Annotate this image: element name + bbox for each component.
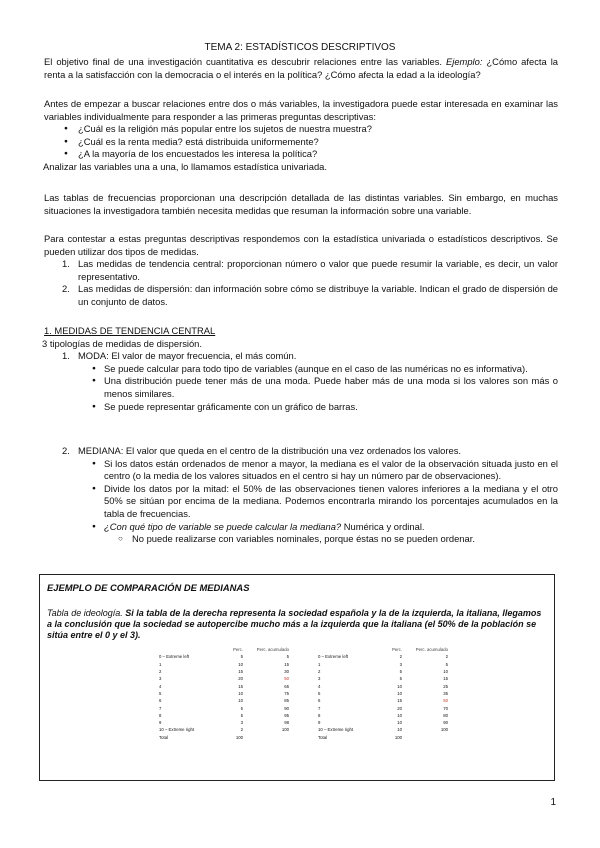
- table-cell: 4: [318, 683, 321, 689]
- table-cell: 5: [240, 705, 243, 711]
- table-cell: 15: [238, 683, 243, 689]
- list-item: ● Una distribución puede tener más de una moda. Puede haber más de una moda si los valores son más o menos similares.: [44, 375, 558, 400]
- descriptive-questions-block: [44, 98, 558, 174]
- table-cell: 70: [443, 705, 448, 711]
- table-row: [316, 675, 450, 682]
- table-cell: 2: [240, 727, 243, 733]
- table-row: [316, 734, 450, 741]
- table-cell: 10: [238, 698, 243, 704]
- table-row: [316, 712, 450, 719]
- table-row: [157, 668, 291, 675]
- table-cell: 2: [399, 654, 402, 660]
- table-cell: Total: [159, 734, 169, 740]
- table-cell: 98: [284, 720, 289, 726]
- example-title: EJEMPLO DE COMPARACIÓN DE MEDIANAS: [47, 582, 250, 593]
- table-row: [157, 653, 291, 660]
- table-cell: 2: [159, 669, 162, 675]
- moda-item: 1. MODA: El valor de mayor frecuencia, el más común.: [62, 350, 297, 362]
- table-row: [316, 682, 450, 689]
- table-cell: 5: [240, 654, 243, 660]
- table-cell: 10: [397, 720, 402, 726]
- table-cell: 15: [397, 698, 402, 704]
- list-item: ● ¿Cuál es la renta media? está distribuida uniformemente?: [44, 136, 558, 149]
- table-row: [157, 712, 291, 719]
- table-row: [157, 682, 291, 689]
- mediana-block: [44, 445, 558, 546]
- table-cell: 3: [399, 661, 402, 667]
- page-title: TEMA 2: ESTADÍSTICOS DESCRIPTIVOS: [204, 42, 396, 53]
- table-cell: 85: [284, 698, 289, 704]
- table-cell: 3: [159, 676, 162, 682]
- univariate-sentence: Analizar las variables una a una, lo llamamos estadística univariada.: [43, 160, 328, 172]
- table-header-row: Perc. Perc. acumulado: [232, 647, 289, 653]
- table-cell: 10: [238, 690, 243, 696]
- table-cell: 7: [318, 705, 321, 711]
- table-cell: 10: [397, 690, 402, 696]
- table-header-row: Perc. Perc. acumulado: [391, 647, 448, 653]
- list-item: 1. Las medidas de tendencia central: proporcionan número o valor que puede resumir la variable, es decir, un valor representativo.: [62, 258, 558, 282]
- table-cell: 80: [443, 712, 448, 718]
- table-cell: 65: [284, 683, 289, 689]
- table-cell: 10: [397, 683, 402, 689]
- table-cell: 100: [440, 727, 448, 733]
- intro-paragraph: El objetivo final de una investigación cuantitativa es descubrir relaciones entre las variables. Ejemplo: ¿Cómo afecta la renta a la satisfacción con la democracia o el interés en la política? ¿Cómo afecta la edad a la ideología?: [44, 56, 558, 80]
- mediana-item: 2. MEDIANA: El valor que queda en el centro de la distribución una vez ordenados los valores.: [62, 445, 462, 456]
- table-cell: 10 – Extreme right: [159, 727, 195, 733]
- table-row: [316, 668, 450, 675]
- table-row: [157, 675, 291, 682]
- table-cell: 15: [443, 676, 448, 682]
- page-number: 1: [550, 797, 556, 808]
- table-cell: 15: [238, 669, 243, 675]
- example-text: Tabla de ideología. Si la tabla de la derecha representa la sociedad española y la de la izquierda, la italiana, llegamos a la conclusión que la sociedad se autopercibe mucho más a la izquierda que la italiana (el 50% de la población se sitúa entre el 0 y el 3).: [47, 608, 542, 641]
- table-cell: 20: [397, 705, 402, 711]
- list-item: 2. Las medidas de dispersión: dan información sobre cómo se distribuye la variable. Indican el grado de dispersión de un conjunto de datos.: [62, 283, 558, 307]
- list-item: ○ No puede realizarse con variables nominales, porque éstas no se pueden ordenar.: [44, 533, 558, 546]
- table-cell: 20: [238, 676, 243, 682]
- table-row: [316, 719, 450, 726]
- table-cell: Total: [318, 734, 328, 740]
- table-row: [157, 690, 291, 697]
- ideology-table-left: [157, 646, 291, 741]
- table-cell: 10: [443, 669, 448, 675]
- table-row: [316, 690, 450, 697]
- table-body: [316, 653, 450, 741]
- table-cell: 5: [445, 661, 448, 667]
- table-cell: 5: [286, 654, 289, 660]
- example-box: [39, 574, 555, 781]
- table-cell: 9: [318, 720, 321, 726]
- table-cell: 4: [159, 683, 162, 689]
- table-cell: 75: [284, 690, 289, 696]
- list-item: ● Se puede representar gráficamente con un gráfico de barras.: [44, 401, 558, 414]
- question-list: [44, 123, 558, 161]
- frequency-tables-paragraph: Las tablas de frecuencias proporcionan una descripción detallada de las distintas variables. Sin embargo, en muchas situaciones la investigadora también necesita medidas que resuman la información sobre una variable.: [44, 192, 558, 216]
- table-cell: 0 – Extreme left: [159, 654, 190, 660]
- table-cell: [404, 734, 450, 741]
- table-cell: 1: [318, 661, 321, 667]
- table-row: [316, 661, 450, 668]
- list-item: ● Divide los datos por la mitad: el 50% de las observaciones tienen valores inferiores a la mediana y el otro 50% se sitúan por encima de la mediana. Podemos encontrarla mirando los porcentajes acumulados en la tabla de frecuencias.: [44, 483, 558, 521]
- table-cell: 5: [399, 676, 402, 682]
- table-row: [157, 704, 291, 711]
- table-cell: 25: [443, 683, 448, 689]
- table-cell: 5: [240, 712, 243, 718]
- table-cell: 35: [443, 690, 448, 696]
- descriptive-intro: Antes de empezar a buscar relaciones entre dos o más variables, la investigadora puede estar interesada en examinar las variables individualmente para responder a las primeras preguntas descriptivas:: [44, 98, 558, 122]
- table-cell: 100: [235, 734, 243, 740]
- measure-types-block: [44, 233, 558, 309]
- table-row: [157, 719, 291, 726]
- table-cell: 5: [318, 690, 321, 696]
- list-item: ● ¿Con qué tipo de variable se puede calcular la mediana? Numérica y ordinal.: [44, 521, 558, 534]
- table-cell: 3: [240, 720, 243, 726]
- table-row: [157, 697, 291, 704]
- table-cell: 1: [159, 661, 162, 667]
- table-cell: 7: [159, 705, 162, 711]
- table-cell: 30: [284, 669, 289, 675]
- table-row: [316, 653, 450, 660]
- central-tendency-section: [44, 325, 558, 413]
- table-cell: [245, 734, 291, 741]
- list-item: ● ¿A la mayoría de los encuestados les interesa la política?: [44, 148, 558, 161]
- table-row: [316, 704, 450, 711]
- list-item: ● ¿Cuál es la religión más popular entre los sujetos de nuestra muestra?: [44, 123, 558, 136]
- table-cell: 95: [284, 712, 289, 718]
- table-cell: 5: [399, 669, 402, 675]
- table-row: [157, 734, 291, 741]
- list-item: ● Si los datos están ordenados de menor a mayor, la mediana es el valor de la observación situada justo en el centro (o la media de los valores situados en el centro si hay un número par de observaciones).: [44, 458, 558, 483]
- table-cell: 90: [284, 705, 289, 711]
- table-cell: 6: [318, 698, 321, 704]
- table-cell: 10: [397, 712, 402, 718]
- table-cell: 100: [281, 727, 289, 733]
- table-cell: 90: [443, 720, 448, 726]
- table-cell: 9: [159, 720, 162, 726]
- section-heading: 1. MEDIDAS DE TENDENCIA CENTRAL: [44, 325, 216, 336]
- table-row: [316, 697, 450, 704]
- table-cell: 10: [397, 727, 402, 733]
- table-cell: 8: [318, 712, 321, 718]
- table-row: [316, 726, 450, 733]
- measure-types-intro: Para contestar a estas preguntas descriptivas respondemos con la estadística univariada o estadísticos descriptivos. Se pueden utilizar dos tipos de medidas.: [44, 233, 558, 257]
- table-row: [157, 726, 291, 733]
- table-cell: 8: [159, 712, 162, 718]
- table-cell: 3: [318, 676, 321, 682]
- table-cell: 10: [238, 661, 243, 667]
- table-cell: 10 – Extreme right: [318, 727, 354, 733]
- table-body: [157, 653, 291, 741]
- ideology-table-right: [316, 646, 450, 741]
- list-item: ● Se puede calcular para todo tipo de variables (aunque en el caso de las numéricas no es informativa).: [44, 363, 558, 376]
- table-row: [157, 661, 291, 668]
- table-cell: 15: [284, 661, 289, 667]
- table-cell: 50: [284, 676, 289, 682]
- section-subheading: 3 tipologías de medidas de dispersión.: [42, 337, 202, 349]
- table-cell: 100: [394, 734, 402, 740]
- table-cell: 5: [159, 690, 162, 696]
- table-cell: 2: [318, 669, 321, 675]
- table-cell: 2: [445, 654, 448, 660]
- table-cell: 6: [159, 698, 162, 704]
- table-cell: 0 – Extreme left: [318, 654, 349, 660]
- table-cell: 50: [443, 698, 448, 704]
